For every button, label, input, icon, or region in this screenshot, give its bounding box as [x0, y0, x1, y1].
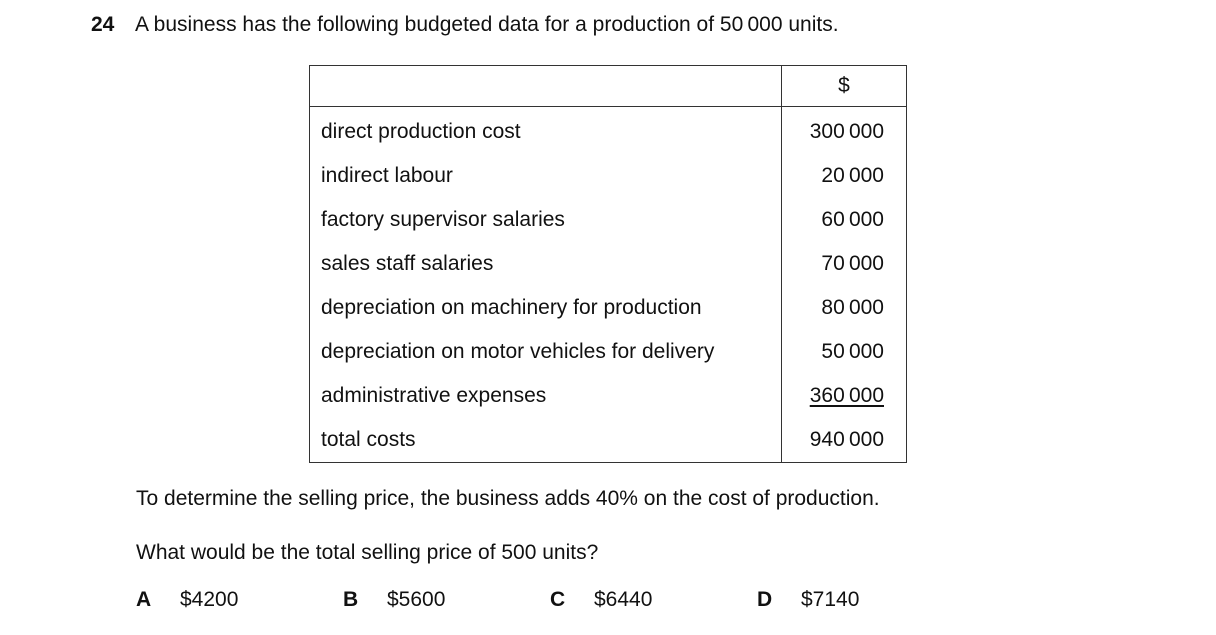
row-value: 70 000 — [782, 242, 907, 286]
question-text: A business has the following budgeted data for a production of 50 000 units. — [135, 13, 839, 36]
row-label: indirect labour — [310, 154, 782, 198]
row-value: 80 000 — [782, 286, 907, 330]
option-answer: $7140 — [801, 588, 860, 611]
header-label-cell — [310, 66, 782, 107]
question-number: 24 — [91, 13, 115, 36]
option-letter: C — [550, 588, 566, 611]
currency-header: $ — [782, 66, 907, 107]
option-letter: B — [343, 588, 359, 611]
table-row — [310, 107, 907, 155]
budget-table — [309, 65, 907, 463]
row-label: depreciation on motor vehicles for delivery — [310, 330, 782, 374]
option-answer: $5600 — [387, 588, 446, 611]
row-value-underlined — [782, 374, 907, 418]
question-prompt: What would be the total selling price of 500 units? — [136, 541, 599, 564]
option-c[interactable] — [550, 588, 652, 612]
row-value: 20 000 — [782, 154, 907, 198]
row-label: total costs — [310, 418, 782, 463]
table-row — [310, 286, 907, 330]
option-letter: A — [136, 588, 152, 611]
option-answer: $6440 — [594, 588, 653, 611]
option-letter: D — [757, 588, 773, 611]
row-value: 300 000 — [782, 107, 907, 155]
row-value: 940 000 — [782, 418, 907, 463]
table-row — [310, 374, 907, 418]
table-row — [310, 198, 907, 242]
option-answer: $4200 — [180, 588, 239, 611]
table-row — [310, 154, 907, 198]
table-row — [310, 418, 907, 463]
row-label: factory supervisor salaries — [310, 198, 782, 242]
question-header — [91, 12, 839, 38]
answer-options — [0, 588, 1216, 616]
table-header-row — [310, 66, 907, 107]
row-value: 60 000 — [782, 198, 907, 242]
subtotal-underlined-value: 360 000 — [809, 384, 884, 407]
option-d[interactable] — [757, 588, 859, 612]
row-label: direct production cost — [310, 107, 782, 155]
option-a[interactable] — [136, 588, 238, 612]
row-label: sales staff salaries — [310, 242, 782, 286]
row-label: depreciation on machinery for production — [310, 286, 782, 330]
table-row — [310, 242, 907, 286]
row-value: 50 000 — [782, 330, 907, 374]
table-row — [310, 330, 907, 374]
row-label: administrative expenses — [310, 374, 782, 418]
pricing-text: To determine the selling price, the business adds 40% on the cost of production. — [136, 487, 880, 510]
option-b[interactable] — [343, 588, 445, 612]
